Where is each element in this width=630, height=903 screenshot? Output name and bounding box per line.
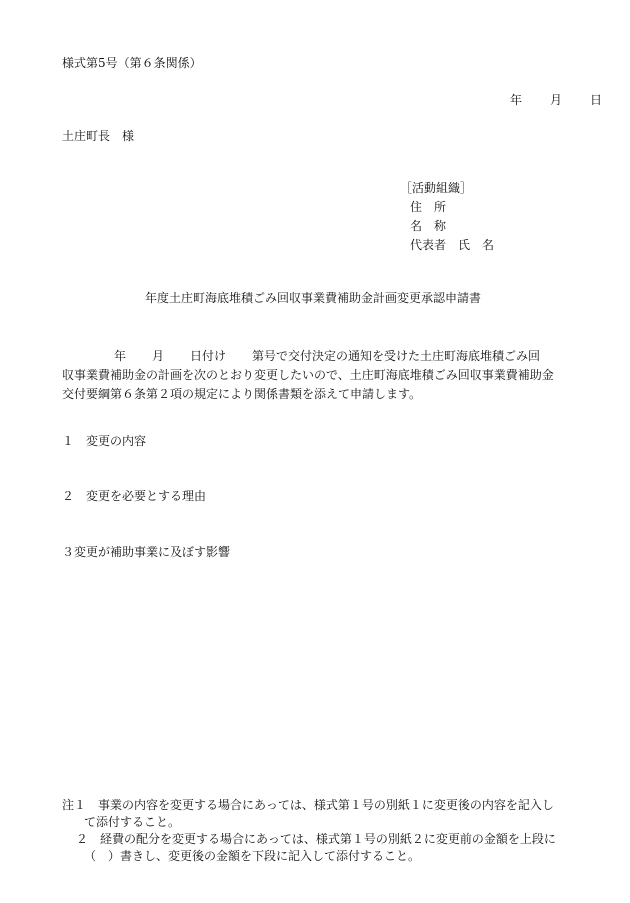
- date-day: 日: [589, 93, 602, 107]
- document-title: 年度土庄町海底堆積ごみ回収事業費補助金計画変更承認申請書: [145, 291, 482, 305]
- form-number: 様式第5号（第６条関係）: [62, 56, 202, 70]
- note-1-line-2: て添付すること。: [84, 815, 181, 829]
- org-name-label: 名 称: [410, 219, 447, 233]
- body-line-2: 収事業費補助金の計画を次のとおり変更したいので、土庄町海底堆積ごみ回収事業費補助金: [62, 368, 554, 382]
- addressee: 土庄町長 様: [62, 129, 135, 143]
- note-2-line-2: （ ）書きし、変更後の金額を下段に記入して添付すること。: [84, 849, 421, 863]
- date-line: [510, 94, 602, 106]
- date-year: 年: [509, 93, 522, 107]
- org-address-label: 住 所: [410, 200, 447, 214]
- item-change-content: １ 変更の内容: [62, 434, 147, 448]
- org-heading: ［活動組織］: [400, 181, 473, 195]
- body-line1-rest: 第号で交付決定の通知を受けた土庄町海底堆積ごみ回: [252, 349, 541, 363]
- note-1-line-1: 注１ 事業の内容を変更する場合にあっては、様式第１号の別紙１に変更後の内容を記入し: [62, 798, 554, 812]
- body-year: 年: [114, 349, 127, 363]
- body-day-suffix: 日付け: [190, 349, 227, 363]
- body-paragraph: [62, 347, 602, 404]
- item-change-impact: ３変更が補助事業に及ぼす影響: [62, 545, 231, 559]
- item-change-reason: ２ 変更を必要とする理由: [62, 489, 207, 503]
- body-line-3: 交付要綱第６条第２項の規定により関係書類を添えて申請します。: [62, 387, 422, 401]
- body-line-1: [62, 347, 602, 366]
- note-2-line-1: ２ 経費の配分を変更する場合にあっては、様式第１号の別紙２に変更前の金額を上段に: [76, 832, 556, 846]
- date-month: 月: [549, 93, 562, 107]
- org-representative-label: 代表者 氏 名: [410, 238, 495, 252]
- notes: [62, 797, 607, 865]
- body-month: 月: [152, 349, 165, 363]
